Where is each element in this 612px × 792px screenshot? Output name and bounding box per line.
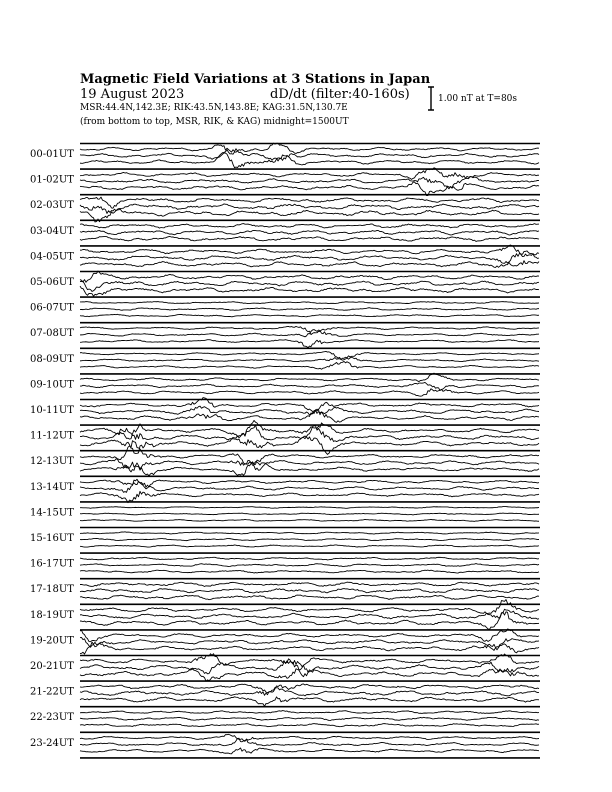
hour-row-16-17UT xyxy=(30,553,540,573)
trace-RIK xyxy=(80,589,539,593)
hour-label: 18-19UT xyxy=(30,609,74,621)
trace-KAG xyxy=(80,271,539,282)
hour-label: 09-10UT xyxy=(30,379,74,391)
trace-MSR xyxy=(80,669,539,681)
hour-label: 02-03UT xyxy=(30,200,74,212)
chart-title: Magnetic Field Variations at 3 Stations in Japan xyxy=(80,72,431,87)
trace-RIK xyxy=(80,406,539,415)
hour-label: 07-08UT xyxy=(30,328,74,340)
trace-KAG xyxy=(80,245,539,257)
hour-label: 21-22UT xyxy=(30,686,74,698)
hour-label: 03-04UT xyxy=(30,225,74,237)
trace-RIK xyxy=(80,479,539,492)
trace-RIK xyxy=(80,308,539,311)
trace-KAG xyxy=(80,629,539,642)
trace-MSR xyxy=(80,519,539,521)
trace-KAG xyxy=(80,600,539,614)
trace-MSR xyxy=(80,286,539,296)
trace-KAG xyxy=(80,143,539,153)
trace-RIK xyxy=(80,609,539,619)
trace-MSR xyxy=(80,153,539,168)
trace-MSR xyxy=(80,545,539,547)
hour-label: 20-21UT xyxy=(30,661,74,672)
hour-label: 10-11UT xyxy=(30,405,74,416)
hour-row-01-02UT xyxy=(30,168,540,196)
trace-RIK xyxy=(80,564,539,567)
trace-MSR xyxy=(80,361,539,369)
hour-label: 08-09UT xyxy=(30,353,74,365)
hour-label: 14-15UT xyxy=(30,507,74,519)
hour-row-11-12UT xyxy=(30,420,540,454)
hour-row-09-10UT xyxy=(30,373,540,396)
hour-row-08-09UT xyxy=(30,348,540,369)
hour-row-19-20UT xyxy=(30,629,540,654)
hour-row-15-16UT xyxy=(30,528,540,548)
hour-row-07-08UT xyxy=(30,323,540,348)
hour-row-04-05UT xyxy=(30,245,540,267)
hour-row-17-18UT xyxy=(30,579,540,600)
trace-RIK xyxy=(80,230,539,235)
hour-row-21-22UT xyxy=(30,681,540,706)
trace-MSR xyxy=(80,261,539,268)
trace-KAG xyxy=(80,507,539,509)
hour-label: 12-13UT xyxy=(30,456,74,468)
trace-RIK xyxy=(80,330,539,337)
hour-row-12-13UT xyxy=(30,441,540,476)
trace-MSR xyxy=(80,236,539,241)
trace-KAG xyxy=(80,711,539,714)
hour-row-10-11UT xyxy=(30,398,540,423)
trace-RIK xyxy=(80,357,539,362)
hour-label: 05-06UT xyxy=(30,277,74,288)
trace-MSR xyxy=(80,595,539,600)
trace-KAG xyxy=(80,224,539,229)
hour-row-22-23UT xyxy=(30,707,540,727)
hour-row-06-07UT xyxy=(30,297,540,317)
hour-label: 01-02UT xyxy=(30,174,74,186)
trace-RIK xyxy=(80,513,539,515)
hour-label: 04-05UT xyxy=(30,251,74,263)
hour-label: 19-20UT xyxy=(30,635,74,647)
trace-RIK xyxy=(80,425,539,442)
trace-MSR xyxy=(80,724,539,727)
hour-label: 22-23UT xyxy=(30,712,74,724)
filter-text: dD/dt (filter:40-160s) xyxy=(270,87,410,102)
trace-MSR xyxy=(80,748,539,754)
trace-RIK xyxy=(80,538,539,540)
trace-KAG xyxy=(80,582,539,586)
trace-KAG xyxy=(80,557,539,560)
trace-MSR xyxy=(80,570,539,573)
trace-RIK xyxy=(80,382,539,390)
trace-RIK xyxy=(80,687,539,695)
trace-MSR xyxy=(80,642,539,654)
trace-MSR xyxy=(80,389,539,396)
station-order-note: (from bottom to top, MSR, RIK, & KAG) midnight=1500UT xyxy=(80,117,349,127)
trace-KAG xyxy=(80,302,539,304)
hour-row-23-24UT xyxy=(30,732,540,754)
hour-label: 23-24UT xyxy=(30,737,74,749)
trace-RIK xyxy=(80,738,539,745)
trace-MSR xyxy=(80,697,539,706)
trace-RIK xyxy=(80,717,539,720)
hour-label: 16-17UT xyxy=(30,558,74,570)
trace-RIK xyxy=(80,459,539,470)
hour-label: 13-14UT xyxy=(30,481,74,493)
trace-MSR xyxy=(80,314,539,316)
trace-MSR xyxy=(80,182,539,196)
hour-row-14-15UT xyxy=(30,502,540,521)
hour-row-02-03UT xyxy=(30,195,540,222)
hour-label: 17-18UT xyxy=(30,584,74,596)
trace-KAG xyxy=(80,684,539,693)
hour-row-18-19UT xyxy=(30,600,540,630)
trace-KAG xyxy=(80,351,539,359)
station-coordinates: MSR:44.4N,142.3E; RIK:43.5N,143.8E; KAG:31.5N,130.7E xyxy=(80,103,348,113)
scale-bar xyxy=(428,87,434,110)
hour-row-05-06UT xyxy=(30,271,540,296)
date-text: 19 August 2023 xyxy=(80,87,185,102)
trace-MSR xyxy=(80,491,539,502)
trace-RIK xyxy=(80,150,539,161)
trace-KAG xyxy=(80,734,539,741)
hour-label: 00-01UT xyxy=(30,149,74,160)
trace-MSR xyxy=(80,340,539,348)
hour-row-13-14UT xyxy=(30,476,540,502)
trace-RIK xyxy=(80,204,539,214)
hour-label: 15-16UT xyxy=(30,533,74,544)
scale-label: 1.00 nT at T=80s xyxy=(438,94,518,104)
hour-row-00-01UT xyxy=(30,143,540,168)
hour-row-03-04UT xyxy=(30,220,540,241)
hour-row-20-21UT xyxy=(30,654,540,682)
hour-label: 11-12UT xyxy=(30,430,74,442)
trace-KAG xyxy=(80,420,539,439)
trace-KAG xyxy=(80,532,539,534)
hour-label: 06-07UT xyxy=(30,302,74,314)
